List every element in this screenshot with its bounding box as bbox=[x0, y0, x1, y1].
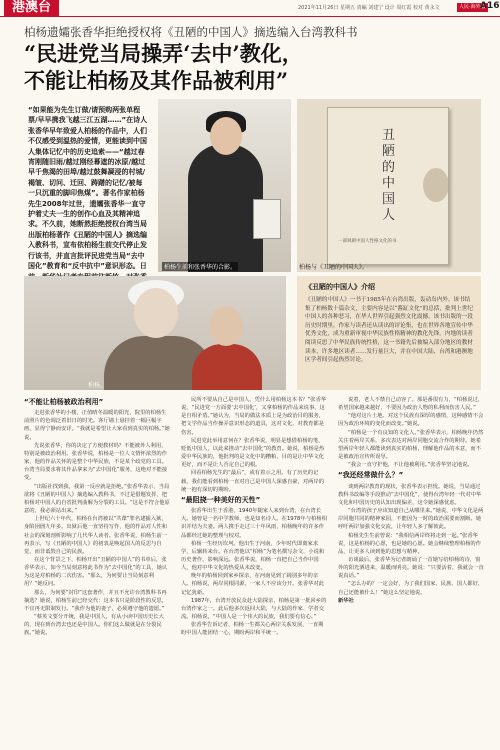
photo-figure bbox=[188, 144, 263, 272]
masthead bbox=[0, 0, 500, 17]
page-number: A16 bbox=[480, 1, 500, 11]
body-paragraph: “蔡英文要分开统，我是中国人，有从小读中国历史长大的，现在到台湾去也还是中国人。你们这么做就是在分裂民族。”她说。 bbox=[24, 614, 164, 637]
text-column bbox=[181, 396, 327, 744]
body-paragraph: 1987年，台湾开放民众赴大陆探亲，柏杨是第一批回乡的台湾作家之一。此后他多次返回大陆，与大陆的作家、学者交流。柏杨说，“中国人是一个伟大的民族，我们要有信心。” bbox=[181, 597, 327, 621]
body-paragraph: “台湾的孩子应该知道自己从哪里来。”她说，中华文化是两岸同胞共同的精神家园，不能因为一时的政治需要而割断。她呼吁两岸加强文化交流，让年轻人多了解彼此。 bbox=[338, 508, 484, 531]
byline: 新华社 bbox=[338, 597, 354, 604]
paper-badge: 人民·海外版 bbox=[459, 4, 486, 10]
section-heading: “我还经常做什么？” bbox=[338, 471, 404, 480]
photo-book-cover bbox=[297, 99, 481, 272]
issue-info: 2021年11月26日 星期五 責編 刘建宁 设计 周红霞 校对 黄永文 bbox=[298, 5, 440, 11]
book-subtitle: 一部讽刺中国人性格文化的书 bbox=[338, 239, 397, 244]
headline-line-2: 不能让柏杨及其作品被利用” bbox=[24, 68, 289, 93]
photo-figure bbox=[192, 344, 262, 390]
body-paragraph: 访谈最后，张香华为记者朗诵了一首她写给柏杨的诗，窗外的阳光洒进来，温暖而明亮。她说：“只要活着，我就会一直说真话。” bbox=[338, 556, 484, 580]
book-excerpt-box bbox=[297, 276, 481, 390]
book-title: 丑陋的中国人 bbox=[382, 128, 396, 223]
body-paragraph: 晚年的柏杨回到家乡探亲，在河南见到了阔别多年的亲人。柏杨说，两岸同根同源，一家人不应该分开。张香华对此记忆犹新。 bbox=[181, 573, 325, 596]
body-paragraph: 张香华出生于香港，1940年随家人来到台湾，在台湾长大。她曾是一名中学教师，也是知名诗人。在1978年与柏杨相识并结为夫妻。两人携手走过三十年风雨，柏杨晚年的许多作品都经过她的整理与校对。 bbox=[181, 508, 327, 539]
body-paragraph: 谈到两岸教育的现状，张香华表示担忧。她说，当局通过教科书改编等手段推动“去中国化”，使得台湾年轻一代对中华文化和中国历史的认知出现偏差，这令她深感忧虑。 bbox=[338, 483, 482, 506]
photo-caption: 柏杨。 bbox=[88, 382, 107, 389]
excerpt-body: 《丑陋的中国人》一书于1985年在台湾出版，轰动岛内外。该书结集了柏杨数十篇杂文，主要内容是以“酱缸文化”的总括，批判上世纪中国人的各种恶习，在华人世界引起强烈文化震撼。该书出版的一段历史时期里，作家与读者还从读出的评论集，也在世界各地宣传中华优秀文化，成为重新审视中华民族性格精神的教化先锋。内地的读者阅读反思了中华民族传统性格，这一书籍先后被编入部分地区的教材读本，许多地区读者……发行量巨大，并在中国大陆、台湾和港澳地区学者间引起热烈讨论。 bbox=[305, 297, 473, 364]
text-column bbox=[338, 396, 484, 744]
book-portrait bbox=[423, 168, 449, 202]
body-paragraph: 柏杨一生经历坎坷。他出生于河南，少年时代即离家求学，后辗转来台。在台湾他以“柏杨”为笔名撰写杂文、小说和历史著作，影响深远。张香华说，柏杨一直把自己当作中国人，他对中华文化的热爱从未改变。 bbox=[181, 540, 325, 572]
photo-caption: 柏杨与《丑陋的中国人》。 bbox=[299, 264, 369, 271]
body-paragraph: 在这个背景之下，柏杨开出“丑陋的中国人”的书单后，张香华表示，如今当局刻意将此书作为“去中国化”的工具，她认为这是对柏杨的二次伤害。“那么，为何要让当局刻意利用？”她反问。 bbox=[24, 556, 168, 588]
body-paragraph: 民所不要从自己是中国人，凭什么用柏杨这本书？”张香华说，“民进党一方面要‘去中国化’，又拿柏杨的作品来说事，这是自相矛盾。”她认为，当局的做法本质上是为政治目的服务，把文学作品当作操弄意识形态的道具，这对文化、对教育都是伤害。 bbox=[181, 397, 327, 436]
photo-caption: 柏杨生前和张香华的合影。 bbox=[164, 264, 237, 271]
body-paragraph: 回看柏杨先生的“最后”，或有着示之用。有了历史的记载，我们能看到柏杨一直对自己是中国人深感自豪，对两岸的统一抱有深切的期盼。 bbox=[181, 470, 325, 493]
body-paragraph: 民进党此举用意何在？张香华说，明显是想借柏杨的笔，贬低中国人，以此来推动“去中国化”的教育。她说，柏杨是热爱中华民族的，他批判的是文化中的糟粕，目的是让中华文化更好，而不是让人否定自己的根。 bbox=[181, 437, 325, 469]
lead-paragraph: “如果能为先生订做/请预购两张单程票/早早携我飞越三江五湖……”在诗人张香华早年致爱人柏杨的作品中，人们不仅感受到温热的爱情，更能读到中国人集体记忆中的历史追索——“越过春宵刚随旧雨/越过刚经幕遮的冰原/越过早千焦渴的田埠/越过鼓舞凝浸的村城/褐皱、切问、迁回、踌躇的记忆/被每一只沉重的脚印焦煤”。著名作家柏杨先生2008年过世，遗孀张香华一直守护着丈夫一生的创作心血及其精神追求。不久前，她断然拒绝授权台湾当局出版柏杨著作《丑陋的中国人》摘选编入教科书，宣布依柏杨生前交代停止发行该书，并直言批评民进党当局“去中国化”教育和“反中抗中”意识形态。日 bbox=[28, 106, 148, 271]
section-heading: “不能让柏杨被政治利用” bbox=[24, 398, 104, 406]
body-paragraph: “怎么办的？一定会好，为了我们国家、民族、国人都好，自己还能被什么！”她这么坚定地说。 bbox=[338, 581, 484, 596]
body-paragraph: 柏杨先生生前曾说：“我相信两岸终将走到一起。”张香华说，这是柏杨的心愿，也是她的心愿。她会继续整理柏杨的作品，让更多人读到他的思想与精神。 bbox=[338, 532, 482, 555]
body-paragraph: 走进张香华的小楼，正值晴冬温暖的阳光，院里的柏杨生前照片的色调泛着旧日的时光。客厅墙上悬挂着一幅巨幅字画，显得宁静而安详。“我就是希望让大家看到真实的柏杨。”她说。 bbox=[24, 410, 170, 441]
photo-figure bbox=[134, 288, 178, 338]
body-columns bbox=[24, 396, 484, 744]
body-paragraph: “他对这片土地、对这个民族有深厚的感情，这种感情不会因为政治环境的变化而改变。”她说。 bbox=[338, 413, 484, 428]
body-paragraph: “出版社找到我，我第一反应就是拒绝。”张香华表示，当局欲将《丑陋的中国人》摘选编入教科书，不过是借题发挥，把柏杨对中国人的自省批判曲解为分裂的工具。“这是不符合他原意的，我必须站出来。” bbox=[24, 483, 170, 515]
book-cover bbox=[327, 107, 449, 265]
headline bbox=[24, 40, 484, 94]
body-paragraph: “柏杨是一个有良知的文化人。”张香华表示，柏杨晚年仍然关注着两岸关系，多次表达对两岸同胞交流合作的期待。她希望两岸年轻人都能读到真实的柏杨，理解他作品的本意，而不是被政治宣传所误导。 bbox=[338, 429, 484, 461]
body-paragraph: 上世纪六十年代，柏杨在台湾被以“共谍”罪名逮捕入狱，身陷囹圄九年多。出狱后他一直坚持写作，他的作品对人性和社会的深刻剖析影响了几代华人读者。张香华说，柏杨生前一再表示，写《丑陋的中国人》的初衷是唤起国人的反思与自觉，而非诋毁自己的民族。 bbox=[24, 516, 168, 555]
section-heading: “最阻挠一种美好的天性” bbox=[181, 495, 261, 504]
body-paragraph: 先说张香华，你的决定了方便教材吗？不能被外人利用，特别是被政治利用。张香华说，柏杨是一位人文情怀浓烈的作家，他的作品关怀的是整个中华民族，不是某个政党的工具。台湾当局要求将其作品拿来为“去中国化”服务，这绝对不能接受。 bbox=[24, 442, 168, 482]
excerpt-title: 《丑陋的中国人》介绍 bbox=[305, 283, 375, 291]
photo-figure bbox=[210, 117, 242, 155]
body-paragraph: “我会一直守护他，不让他被利用。”张香华坚定地说。 bbox=[348, 462, 473, 469]
text-column bbox=[24, 396, 170, 744]
section-title: 港澳台 bbox=[4, 0, 59, 16]
body-paragraph: 那么，为何要“封印”这套著作，并且不允许台湾教科书再摘选？她说，柏杨生前已经交代：这本书只是阶段性的反思，不宜再无限制发行。“我作为他的妻子，必须遵守他的遗愿。” bbox=[24, 589, 168, 612]
headline-line-1: “民进党当局操弄‘去中’教化， bbox=[24, 41, 303, 66]
photo-portrait bbox=[24, 276, 286, 390]
photo-book bbox=[253, 199, 281, 239]
photo-figure bbox=[209, 306, 243, 346]
body-paragraph: 说着，老人不禁自己动容了。那是番很有力，“柏杨说过，希望国家越来越好，不要因为政治人物的私利而伤害人民。” bbox=[338, 397, 484, 412]
photo-couple bbox=[158, 99, 291, 272]
kicker: 柏杨遗孀张香华拒绝授权将《丑陋的中国人》摘选编入台湾教科书 bbox=[24, 25, 358, 39]
body-paragraph: 张香华告诉记者，柏杨一生都关心两岸关系发展，一直期盼中国人能团结一心，期盼两岸和平统一。 bbox=[181, 622, 324, 637]
